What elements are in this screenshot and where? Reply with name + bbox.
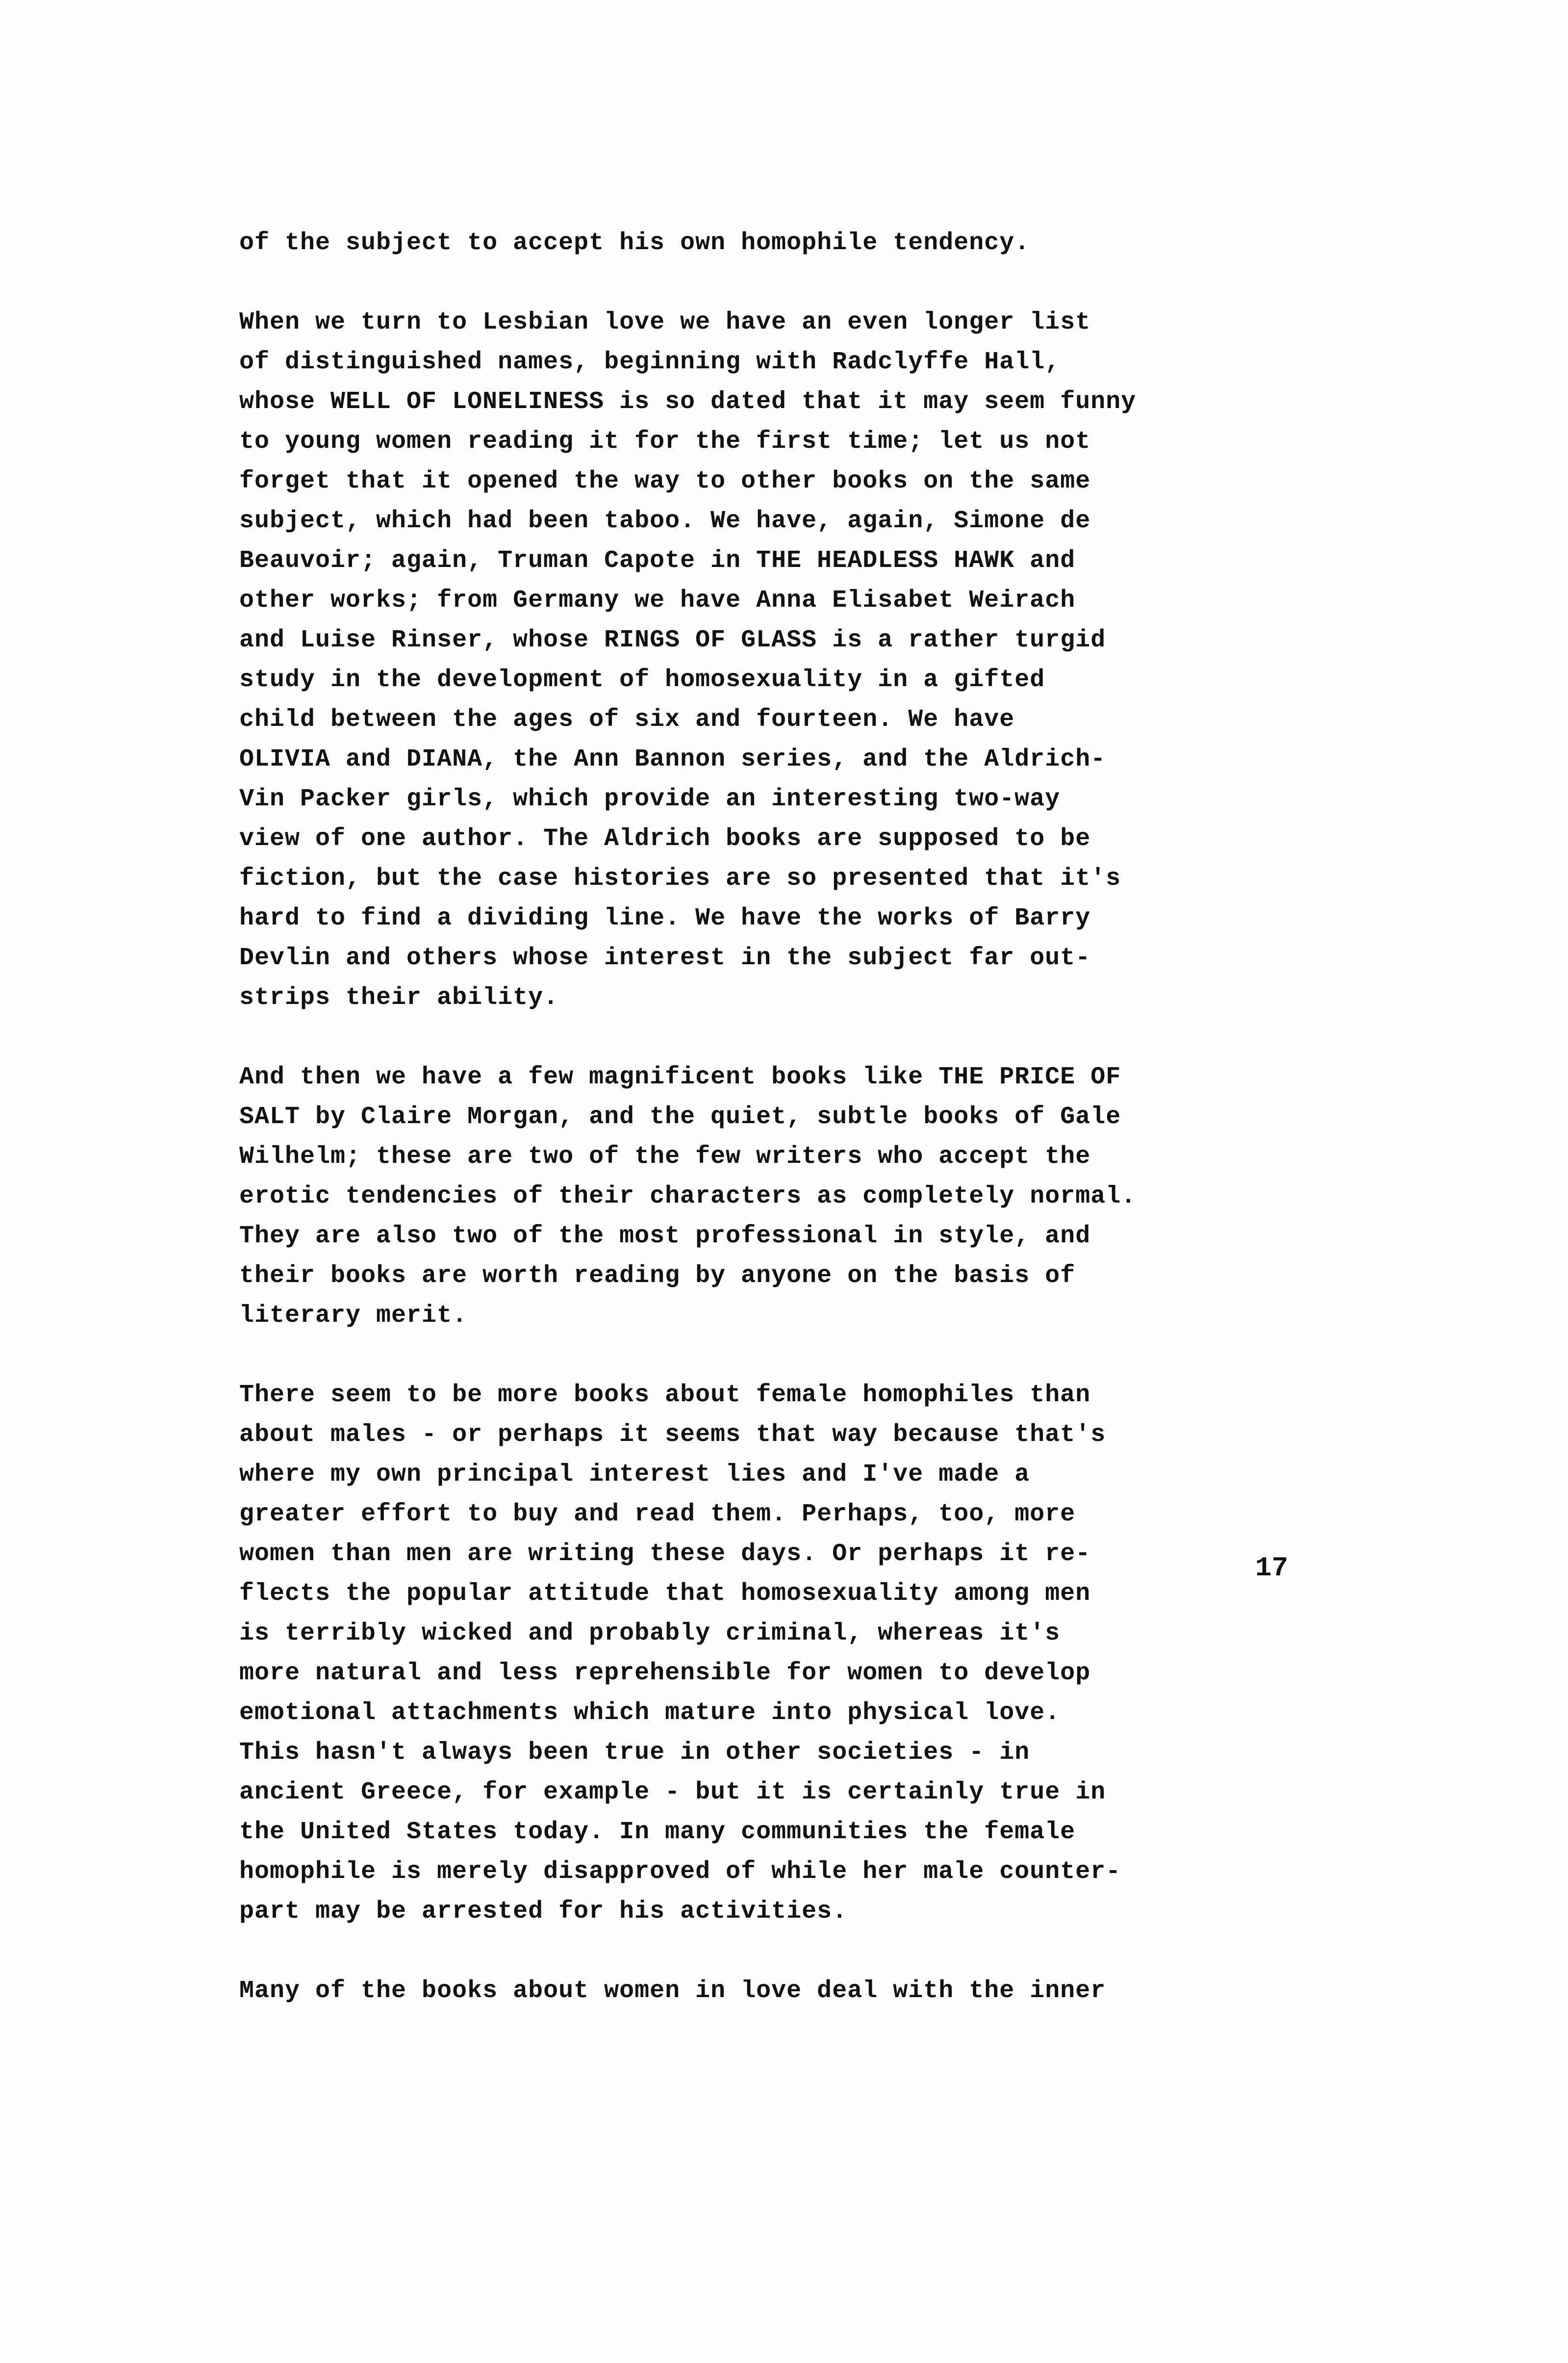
text-line: part may be arrested for his activities. [239, 1898, 848, 1926]
text-line: literary merit. [239, 1302, 468, 1330]
text-line: other works; from Germany we have Anna Elisabet Weirach [239, 587, 1076, 615]
text-line: women than men are writing these days. Or perhaps it re- [239, 1540, 1091, 1568]
text-line: emotional attachments which mature into physical love. [239, 1699, 1061, 1727]
text-line: child between the ages of six and fourteen. We have [239, 706, 1015, 734]
text-line: whose WELL OF LONELINESS is so dated that it may seem funny [239, 388, 1137, 416]
text-line: Beauvoir; again, Truman Capote in THE HEADLESS HAWK and [239, 547, 1076, 575]
text-line: and Luise Rinser, whose RINGS OF GLASS is a rather turgid [239, 626, 1106, 654]
page-number: 17 [1255, 1552, 1289, 1584]
text-line: strips their ability. [239, 984, 559, 1012]
text-line: more natural and less reprehensible for women to develop [239, 1659, 1091, 1687]
paragraph [239, 303, 1347, 1018]
text-line: forget that it opened the way to other books on the same [239, 467, 1091, 495]
text-line: They are also two of the most professional in style, and [239, 1222, 1091, 1250]
paragraph [239, 223, 1347, 263]
text-line: When we turn to Lesbian love we have an even longer list [239, 308, 1091, 336]
paragraph-gap [239, 263, 1347, 303]
text-line: ancient Greece, for example - but it is certainly true in [239, 1778, 1106, 1806]
paragraph-gap [239, 1931, 1347, 1971]
text-line: fiction, but the case histories are so presented that it's [239, 865, 1121, 893]
text-line: This hasn't always been true in other societies - in [239, 1739, 1030, 1767]
text-line: There seem to be more books about female homophiles than [239, 1381, 1091, 1409]
text-line: their books are worth reading by anyone on the basis of [239, 1262, 1076, 1290]
text-line: of the subject to accept his own homophile tendency. [239, 229, 1030, 257]
text-line: flects the popular attitude that homosexuality among men [239, 1580, 1091, 1608]
paragraph [239, 1375, 1347, 1931]
text-line: to young women reading it for the first time; let us not [239, 428, 1091, 456]
text-line: Many of the books about women in love deal with the inner [239, 1977, 1106, 2005]
text-line: of distinguished names, beginning with Radclyffe Hall, [239, 348, 1061, 376]
text-line: is terribly wicked and probably criminal, whereas it's [239, 1619, 1061, 1647]
text-line: SALT by Claire Morgan, and the quiet, subtle books of Gale [239, 1103, 1121, 1131]
text-line: erotic tendencies of their characters as completely normal. [239, 1182, 1137, 1210]
text-line: Wilhelm; these are two of the few writers who accept the [239, 1143, 1091, 1171]
paragraph [239, 1057, 1347, 1336]
text-line: the United States today. In many communities the female [239, 1818, 1076, 1846]
text-line: subject, which had been taboo. We have, again, Simone de [239, 507, 1091, 535]
text-line: homophile is merely disapproved of while her male counter- [239, 1858, 1121, 1886]
text-line: hard to find a dividing line. We have the works of Barry [239, 904, 1091, 932]
text-line: Vin Packer girls, which provide an interesting two-way [239, 785, 1061, 813]
paragraph-gap [239, 1336, 1347, 1375]
text-line: OLIVIA and DIANA, the Ann Bannon series, and the Aldrich- [239, 745, 1106, 773]
paragraph-gap [239, 1018, 1347, 1057]
text-line: study in the development of homosexuality in a gifted [239, 666, 1045, 694]
text-line: And then we have a few magnificent books like THE PRICE OF [239, 1063, 1121, 1091]
text-line: where my own principal interest lies and I've made a [239, 1461, 1030, 1489]
paragraph [239, 1971, 1347, 2011]
text-line: Devlin and others whose interest in the subject far out- [239, 944, 1091, 972]
text-line: about males - or perhaps it seems that way because that's [239, 1421, 1106, 1449]
text-line: greater effort to buy and read them. Perhaps, too, more [239, 1500, 1076, 1528]
text-line: view of one author. The Aldrich books are supposed to be [239, 825, 1091, 853]
body-text [239, 223, 1347, 2011]
